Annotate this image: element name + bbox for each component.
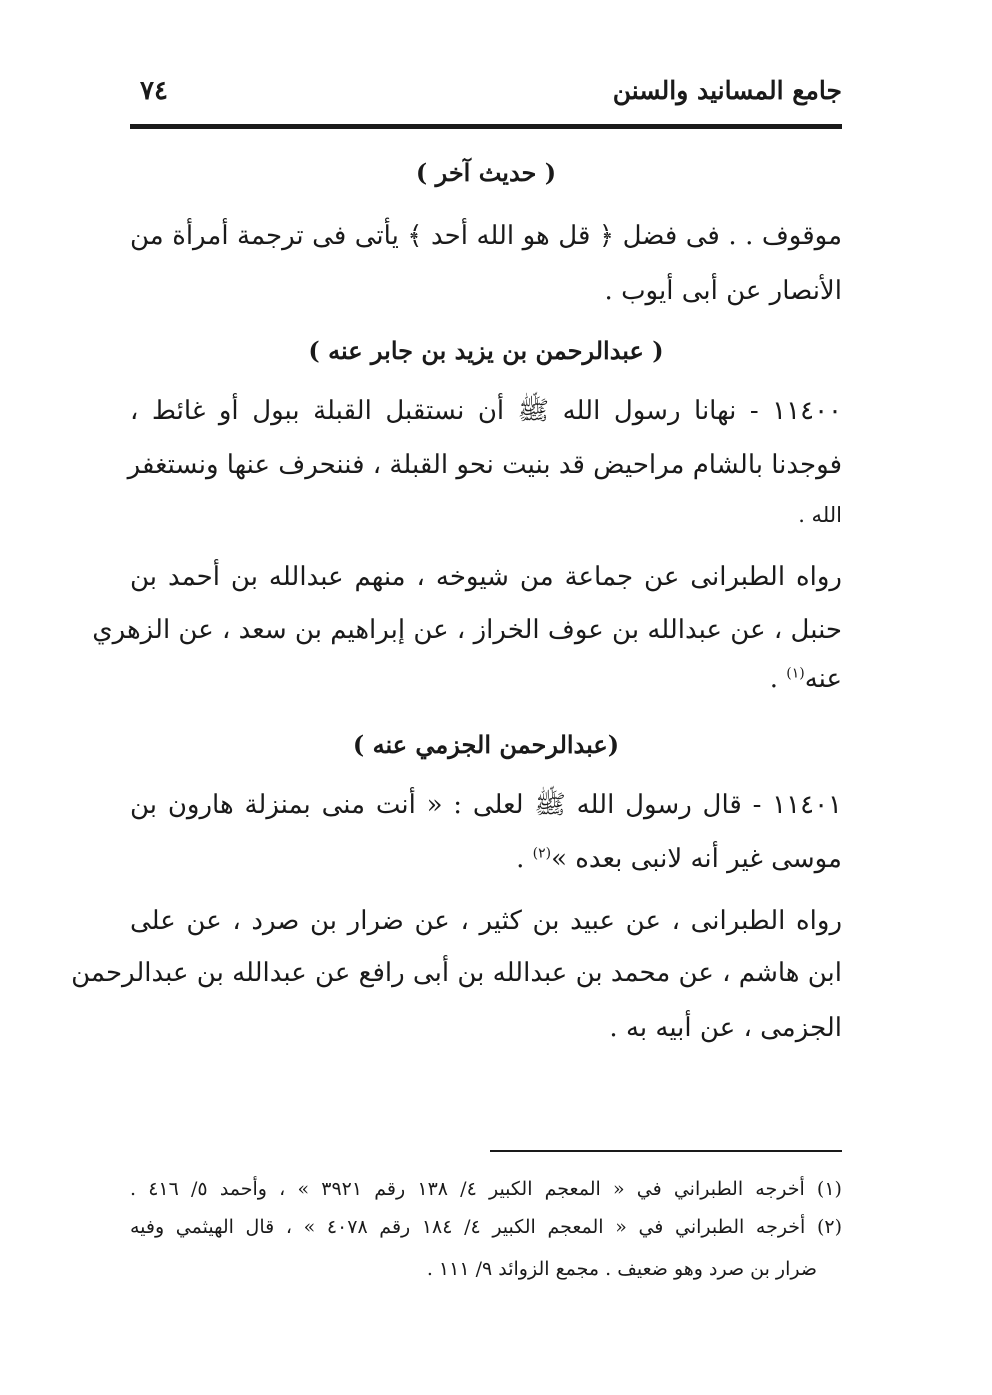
hadith-1400-line-2: فوجدنا بالشام مراحيض قد بنيت نحو القبلة ، فننحرف عنها ونستغفر: [127, 450, 842, 480]
footnote-2-line-2: ضرار بن صرد وهو ضعيف . مجمع الزوائد ٩/ ١١١ .: [426, 1258, 817, 1280]
hadith-1400-line-3: الله .: [798, 503, 842, 527]
riwaya-1401-line-3: الجزمى ، عن أبيه به .: [609, 1013, 842, 1043]
riwaya-1400-line-3-end: .: [769, 664, 787, 694]
hadith-1400-line-1: ١١٤٠٠ - نهانا رسول الله ﷺ أن نستقبل القبلة ببول أو غائط ،: [130, 396, 842, 426]
riwaya-1400-line-2: حنبل ، عن عبدالله بن عوف الخراز ، عن إبراهيم بن سعد ، عن الزهري: [92, 615, 842, 645]
hadith-1401-line-2-end: .: [516, 844, 533, 874]
section-heading-hadith-akhar: ( حديث آخر ): [415, 158, 557, 187]
riwaya-1401-line-1: رواه الطبرانى ، عن عبيد بن كثير ، عن ضرار بن صرد ، عن على: [130, 906, 842, 936]
riwaya-1400-line-3: [770, 666, 842, 692]
header-rule: [130, 124, 842, 129]
footnote-ref-1: (١): [786, 665, 805, 682]
running-header-title: جامع المسانيد والسنن: [612, 76, 842, 105]
footnote-rule: [490, 1150, 842, 1152]
riwaya-1400-line-1: رواه الطبرانى عن جماعة من شيوخه ، منهم عبدالله بن أحمد بن: [130, 562, 842, 592]
hadith-1401-line-1: ١١٤٠١ - قال رسول الله ﷺ لعلى : « أنت منى بمنزلة هارون بن: [130, 790, 842, 820]
section-heading-abdulrahman-ibn-yazid: ( عبدالرحمن بن يزيد بن جابر عنه ): [308, 336, 664, 365]
riwaya-1401-line-2: ابن هاشم ، عن محمد بن عبدالله بن أبى رافع عن عبدالله بن عبدالرحمن: [71, 958, 842, 988]
section-heading-abdulrahman-al-jazmi: (عبدالرحمن الجزمي عنه ): [352, 730, 620, 759]
hadith-1401-line-2-text: موسى غير أنه لانبى بعده »: [551, 844, 842, 874]
footnote-1: (١) أخرجه الطبراني في « المعجم الكبير ٤/ ١٣٨ رقم ٣٩٢١ » ، وأحمد ٥/ ٤١٦ .: [130, 1178, 842, 1200]
hadith-1401-line-2: [516, 846, 842, 872]
footnote-2-line-1: (٢) أخرجه الطبراني في « المعجم الكبير ٤/ ١٨٤ رقم ٤٠٧٨ » ، قال الهيثمي وفيه: [130, 1216, 843, 1238]
paragraph-mawquf-line-2: الأنصار عن أبى أيوب .: [604, 276, 842, 306]
paragraph-mawquf-line-1: موقوف . . فى فضل ﴿ قل هو الله أحد ﴾ يأتى فى ترجمة أمرأة من: [130, 221, 842, 251]
riwaya-1400-line-3-text: عنه: [804, 664, 842, 694]
footnote-ref-2: (٢): [532, 845, 552, 862]
page-number: ٧٤: [140, 76, 168, 106]
